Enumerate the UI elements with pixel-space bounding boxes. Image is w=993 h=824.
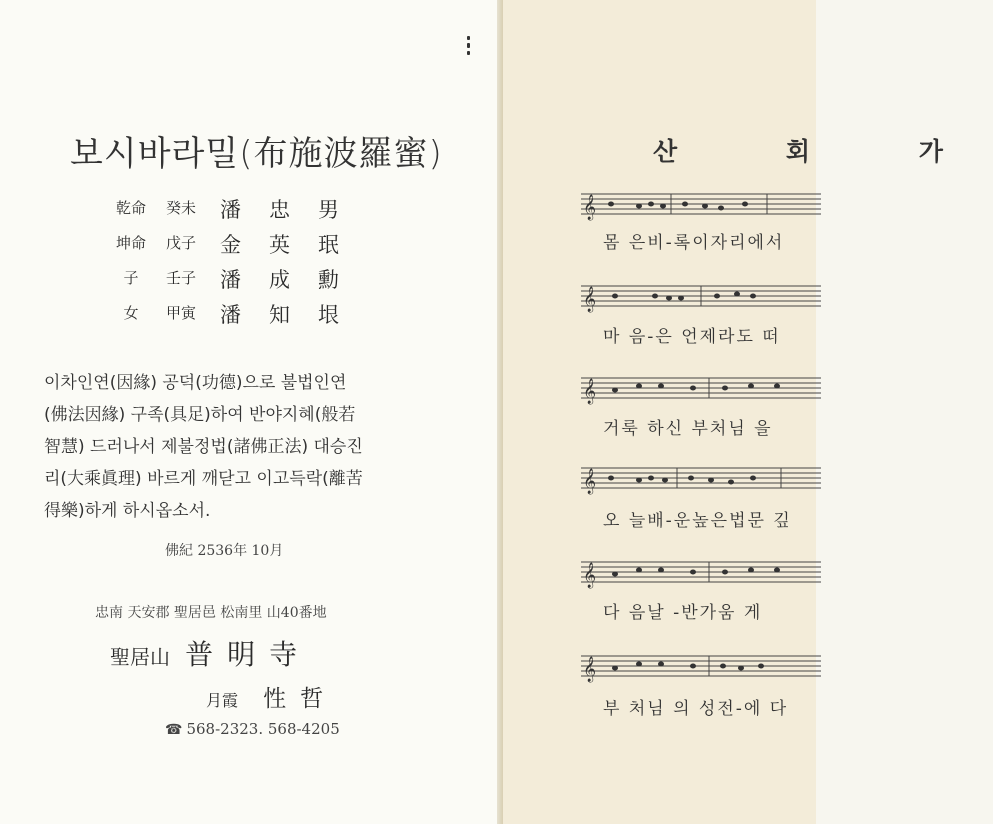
- temple-mountain: 聖居山: [110, 645, 170, 669]
- relation: 女: [123, 304, 139, 322]
- lyric-line: 다 음날 -반가움 게: [603, 603, 763, 623]
- birth-year: 甲寅: [166, 304, 197, 322]
- person-name: 潘知垠: [220, 303, 367, 327]
- right-page: [503, 0, 993, 824]
- birth-year: 壬子: [166, 269, 197, 287]
- page-title: 보시바라밀(布施波羅蜜): [70, 134, 443, 174]
- music-staff: [581, 374, 821, 404]
- date: 佛紀 2536年 10月: [165, 543, 284, 559]
- svg-text:𝄞: 𝄞: [583, 469, 597, 494]
- lyric-line: 오 늘배-운높은법문 깊: [603, 511, 792, 531]
- birth-year: 癸未: [166, 199, 197, 217]
- svg-text:𝄞: 𝄞: [583, 563, 597, 588]
- music-staff: [581, 190, 821, 220]
- prayer-line: (佛法因緣) 구족(具足)하여 반야지혜(般若: [44, 405, 356, 425]
- music-staff: [581, 558, 821, 588]
- person-name: 金英珉: [220, 233, 367, 257]
- lyric-line: 부 처님 의 성전-에 다: [603, 699, 789, 719]
- music-staff: [581, 464, 821, 494]
- birth-year: 戊子: [166, 234, 197, 252]
- monk-title: 月霞: [206, 691, 239, 710]
- monk: [206, 680, 337, 713]
- phone-number: 568-2323. 568-4205: [186, 720, 340, 738]
- music-staff: [581, 652, 821, 682]
- monk-name: 性哲: [263, 686, 338, 712]
- telephone-icon: ☎: [165, 722, 183, 738]
- lyric-line: 거룩 하신 부처님 을: [603, 419, 773, 439]
- temple: [110, 633, 311, 673]
- person-name: 潘成勳: [220, 268, 367, 292]
- prayer-line: 리(大乘眞理) 바르게 깨닫고 이고득락(離苦: [44, 469, 363, 489]
- relation: 子: [123, 269, 139, 287]
- relation: 坤命: [115, 234, 146, 252]
- lyric-line: 몸 은비-록이자리에서: [603, 233, 785, 253]
- svg-text:𝄞: 𝄞: [583, 379, 597, 404]
- prayer-line: 智慧) 드러나서 제불정법(諸佛正法) 대승진: [44, 437, 363, 457]
- phone: [165, 720, 340, 738]
- ink-speck: [466, 36, 471, 58]
- svg-text:𝄞: 𝄞: [583, 657, 597, 682]
- prayer-text: [44, 367, 444, 527]
- song-title: 산 회 가: [653, 137, 993, 166]
- prayer-line: 得樂)하게 하시옵소서.: [44, 501, 211, 521]
- relation: 乾命: [115, 199, 146, 217]
- lyric-line: 마 음-은 언제라도 떠: [603, 327, 781, 347]
- temple-name: 普明寺: [185, 638, 312, 671]
- prayer-line: 이차인연(因緣) 공덕(功德)으로 불법인연: [44, 373, 347, 393]
- svg-text:𝄞: 𝄞: [583, 195, 597, 220]
- person-name: 潘忠男: [220, 198, 367, 222]
- music-staff: [581, 282, 821, 312]
- svg-text:𝄞: 𝄞: [583, 287, 597, 312]
- address: 忠南 天安郡 聖居邑 松南里 山40番地: [95, 605, 327, 621]
